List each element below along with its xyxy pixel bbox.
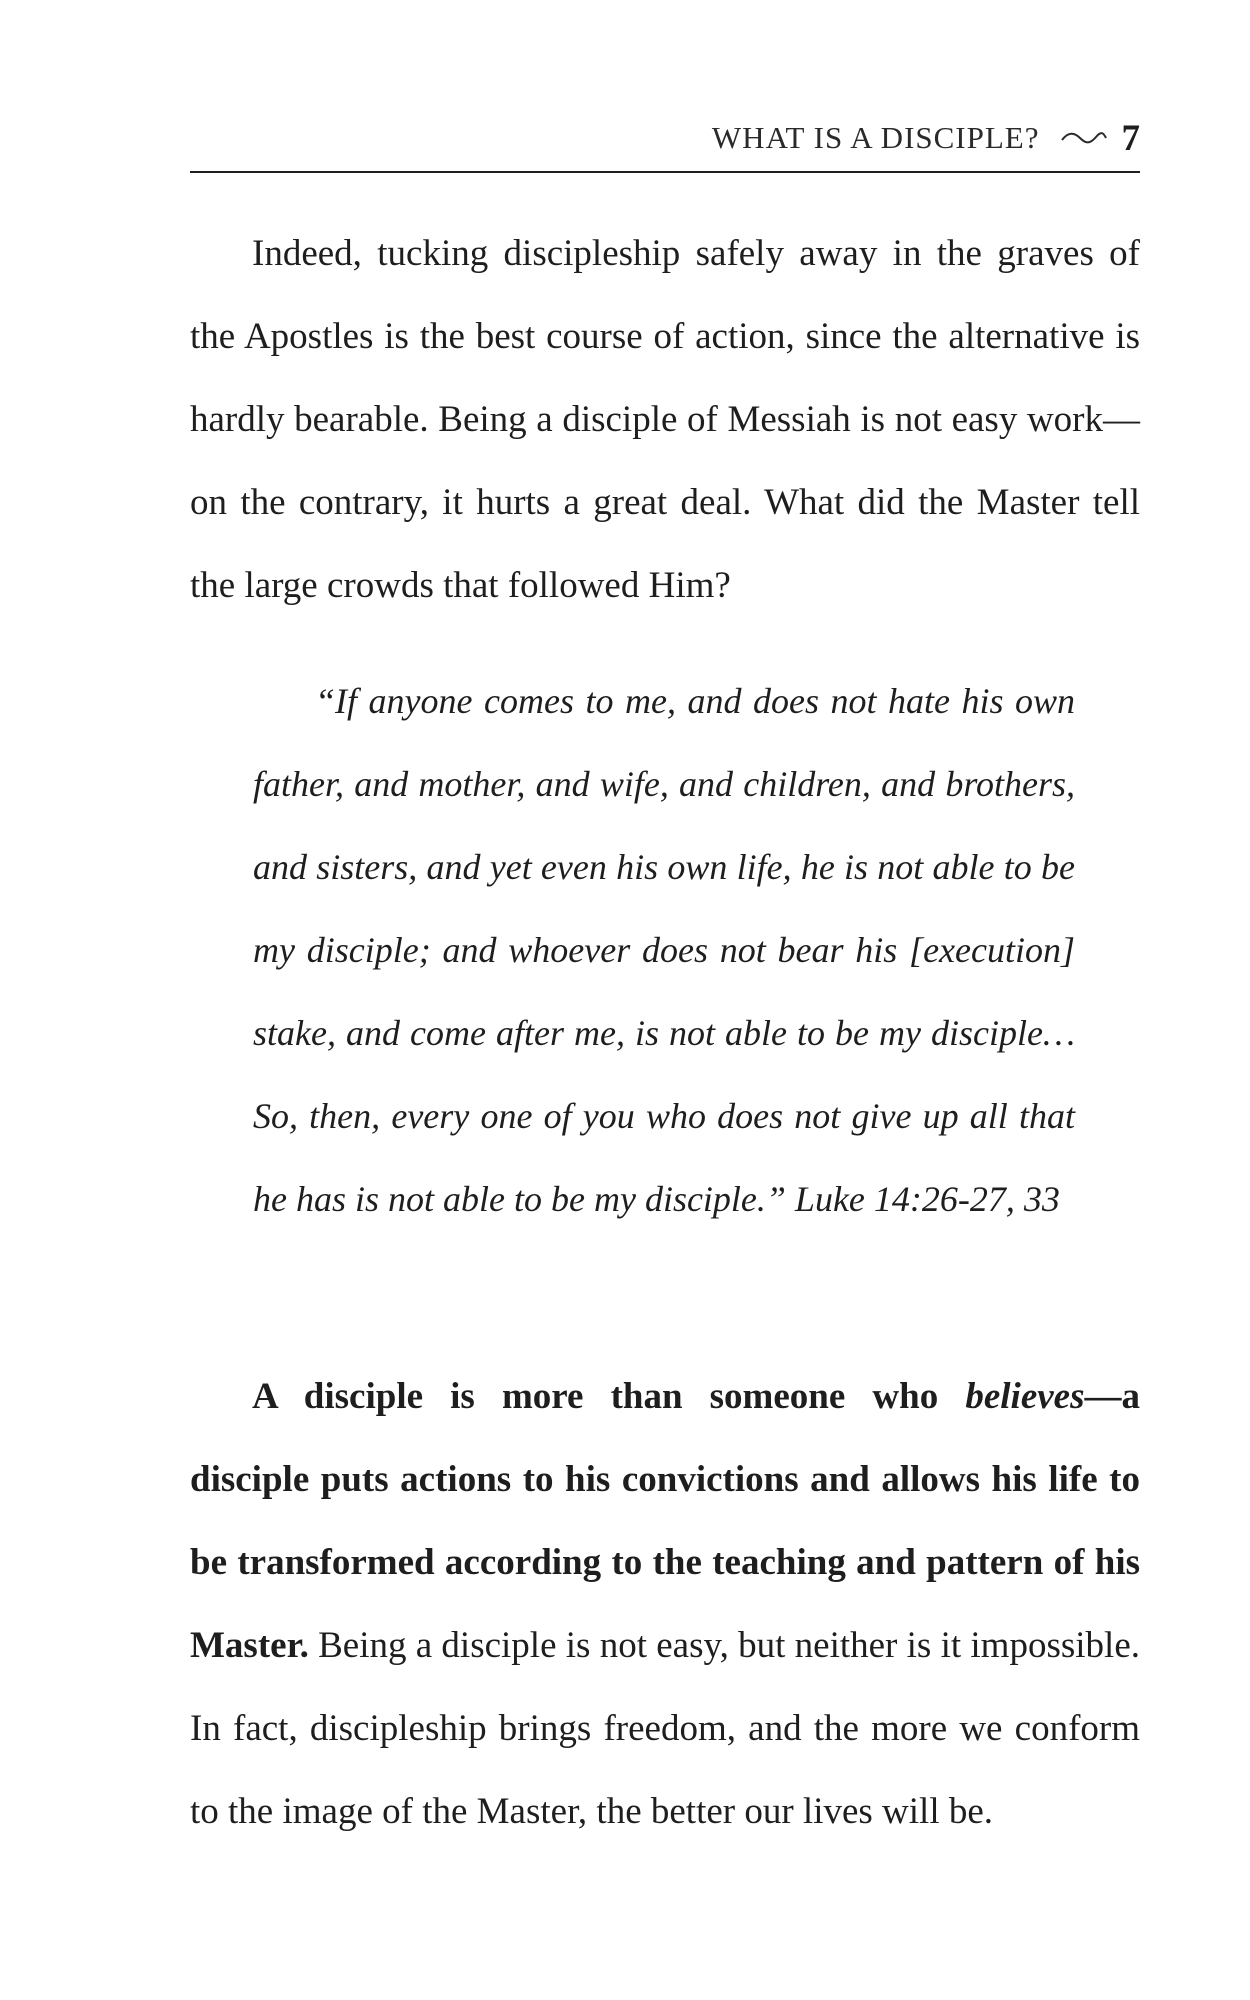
bold-statement: A disciple is more than someone who	[252, 1376, 966, 1417]
scripture-quote	[253, 660, 1075, 1241]
body-paragraph	[190, 1355, 1140, 1853]
page-number: 7	[1121, 117, 1140, 159]
paragraph-text: Being a disciple is not easy, but neither is it impossible. In fact, discipleship brings freedom, and the more we conform to the image of the Master, the better our lives will be.	[190, 1625, 1140, 1832]
tilde-flourish-icon	[1060, 128, 1108, 148]
emphasized-word: believes	[965, 1376, 1085, 1417]
bold-statement-continued: —a disciple puts actions to his convictions and allows his life to be transformed according to the teaching and pattern of his Master.	[190, 1376, 1140, 1666]
quote-text: “If anyone comes to me, and does not hate his own father, and mother, and wife, and children, and brothers, and sisters, and yet even his own life, he is not able to be my disciple; and whoever does not bear his [execution] stake, and come after me, is not able to be my disciple… So, then, every one of you who does not give up all that he has is not able to be my disciple.” Luke 14:26-27, 33	[253, 681, 1075, 1219]
running-header	[190, 110, 1140, 166]
header-rule	[190, 171, 1140, 173]
paragraph-text: Indeed, tucking discipleship safely away in the graves of the Apostles is the best course of action, since the alternative is hardly bearable. Being a disciple of Messiah is not easy work—on the contrary, it hurts a great deal. What did the Master tell the large crowds that followed Him?	[190, 233, 1140, 606]
body-paragraph	[190, 212, 1140, 627]
running-title: WHAT IS A DISCIPLE?	[711, 120, 1040, 155]
